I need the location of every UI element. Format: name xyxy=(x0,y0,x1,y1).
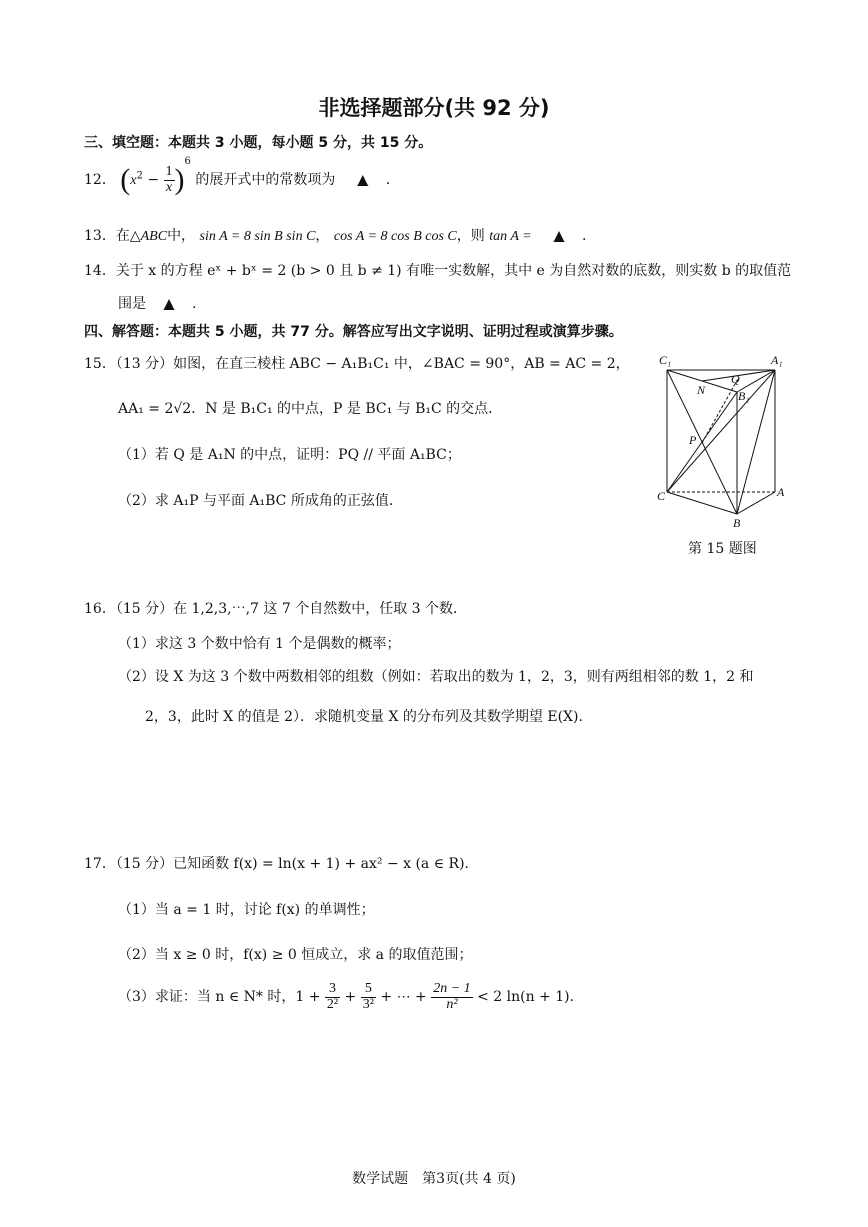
q13-end: . xyxy=(582,228,587,244)
label-b: B xyxy=(733,516,741,530)
q17-frac1-num: 3 xyxy=(325,982,340,998)
q17-frac3 xyxy=(431,982,472,1012)
question-14-line2 xyxy=(118,293,196,313)
q15-part1: （1）若 Q 是 A₁N 的中点，证明：PQ // 平面 A₁BC； xyxy=(118,447,461,463)
q12-power: 6 xyxy=(184,156,191,168)
section3-heading: 三、填空题：本题共 3 小题，每小题 5 分，共 15 分。 xyxy=(84,135,433,151)
right-paren: ) xyxy=(174,163,185,196)
q16-part1: （1）求这 3 个数中恰有 1 个是偶数的概率； xyxy=(118,636,401,652)
q17-plus: + xyxy=(344,989,357,1006)
q17-frac2-den: 3² xyxy=(362,996,374,1012)
label-a: A xyxy=(777,485,785,499)
q12-number: 12． xyxy=(84,172,116,188)
label-c1: C₁ xyxy=(659,353,672,367)
question-14 xyxy=(84,260,791,280)
q12-fraction xyxy=(164,165,175,195)
label-b1: B₁ xyxy=(738,389,750,403)
q12-end: . xyxy=(385,172,391,188)
q13-blank: ▲ xyxy=(553,228,565,244)
label-n: N xyxy=(697,383,706,397)
q17-part3-prefix: （3）求证：当 n ∈ N* 时，1 + xyxy=(118,989,321,1006)
q17-frac2-num: 5 xyxy=(361,982,376,998)
q17-frac1-den: 2² xyxy=(326,996,339,1012)
label-a1: A₁ xyxy=(771,353,783,367)
q14-line1: 关于 x 的方程 eˣ + bˣ = 2 (b > 0 且 b ≠ 1) 有唯一实数解，其中 e 为自然对数的底数，则实数 b 的取值范 xyxy=(115,263,792,279)
question-13 xyxy=(84,225,587,245)
q15-line1: 15．（13 分）如图，在直三棱柱 ABC − A₁B₁C₁ 中，∠BAC = 90°，AB = AC = 2， xyxy=(84,356,630,372)
q17-part2: （2）当 x ≥ 0 时，f(x) ≥ 0 恒成立，求 a 的取值范围； xyxy=(118,947,473,963)
q13-eq3: tan A = xyxy=(489,229,532,244)
q17-frac3-den: n² xyxy=(446,996,458,1012)
label-q: Q xyxy=(731,372,740,386)
q16-part2a: （2）设 X 为这 3 个数中两数相邻的组数（例如：若取出的数为 1，2，3，则有两组相邻的数 1，2 和 xyxy=(118,669,754,685)
q17-frac3-num: 2n − 1 xyxy=(433,981,471,996)
left-paren: ( xyxy=(120,163,131,196)
q12-x: x xyxy=(130,173,137,188)
figure-caption: 第 15 题图 xyxy=(688,541,757,557)
q17-part3-suffix: < 2 ln(n + 1)． xyxy=(477,989,584,1006)
q13-abc: ABC xyxy=(140,229,168,244)
q16-part2b: 2，3，此时 X 的值是 2）．求随机变量 X 的分布列及其数学期望 E(X)． xyxy=(145,709,593,725)
q13-text3: ，则 xyxy=(456,228,485,244)
q12-text: 的展开式中的常数项为 xyxy=(195,172,336,188)
q17-part3 xyxy=(118,982,584,1012)
q13-eq2: cos A = 8 cos B cos C xyxy=(333,229,457,244)
q13-comma: ， xyxy=(315,228,330,244)
q17-frac2 xyxy=(361,982,376,1012)
q14-number: 14． xyxy=(84,263,116,279)
q14-blank: ▲ xyxy=(163,296,175,312)
q15-part2: （2）求 A₁P 与平面 A₁BC 所成角的正弦值． xyxy=(118,493,403,509)
page-footer: 数学试题 第3页(共 4 页) xyxy=(352,1171,516,1187)
q17-line1: 17．（15 分）已知函数 f(x) = ln(x + 1) + ax² − x (a ∈ R)． xyxy=(84,856,479,872)
prism-figure xyxy=(655,350,790,530)
q12-square: 2 xyxy=(136,170,143,182)
label-c: C xyxy=(657,489,666,503)
q17-frac1 xyxy=(325,982,340,1012)
q12-minus: − xyxy=(147,172,160,188)
q15-line2: AA₁ = 2√2．N 是 B₁C₁ 的中点，P 是 BC₁ 与 B₁C 的交点． xyxy=(118,401,503,417)
q13-text2: 中， xyxy=(167,228,196,244)
label-p: P xyxy=(689,433,697,447)
q14-end: . xyxy=(192,296,197,312)
q17-dots: + ⋯ + xyxy=(380,989,427,1006)
q13-text1: 在△ xyxy=(115,228,141,244)
page-title: 非选择题部分(共 92 分) xyxy=(318,96,550,120)
q14-line2-text: 围是 xyxy=(118,296,146,312)
q16-line1: 16．（15 分）在 1,2,3,⋯,7 这 7 个自然数中，任取 3 个数． xyxy=(84,601,468,617)
q12-frac-num: 1 xyxy=(165,163,173,179)
section4-heading: 四、解答题：本题共 5 小题，共 77 分。解答应写出文字说明、证明过程或演算步骤。 xyxy=(84,324,623,340)
q12-blank: ▲ xyxy=(357,172,369,188)
q13-eq1: sin A = 8 sin B sin C xyxy=(199,229,316,244)
q17-part1: （1）当 a = 1 时，讨论 f(x) 的单调性； xyxy=(118,902,375,918)
q12-frac-den: x xyxy=(165,179,173,195)
q13-number: 13． xyxy=(84,228,116,244)
question-12 xyxy=(84,156,391,197)
